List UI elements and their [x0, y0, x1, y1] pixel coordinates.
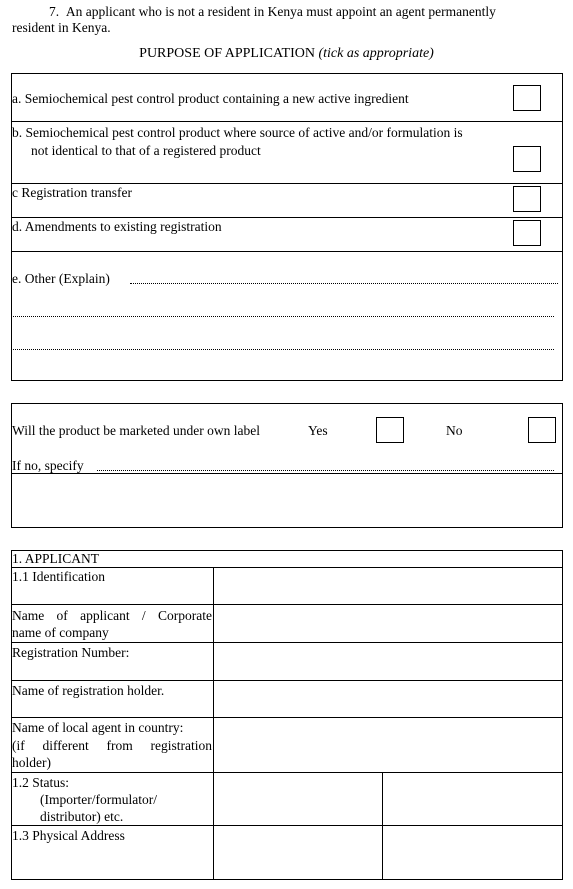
- physical-address-field-2[interactable]: [383, 826, 562, 879]
- local-agent-label-line2: (if different from registration: [12, 738, 212, 753]
- purpose-heading-title: PURPOSE OF APPLICATION: [139, 46, 315, 61]
- registration-number-field[interactable]: [214, 643, 562, 680]
- note-number: 7.: [49, 4, 60, 19]
- purpose-row-divider: [11, 217, 563, 218]
- other-explain-line-3[interactable]: [13, 349, 554, 350]
- option-b-checkbox[interactable]: [513, 146, 541, 172]
- status-label-line1: 1.2 Status:: [12, 775, 70, 790]
- option-e-label: e. Other (Explain): [12, 271, 110, 286]
- purpose-heading-hint: (tick as appropriate): [318, 46, 434, 61]
- local-agent-field[interactable]: [214, 718, 562, 772]
- status-field-2[interactable]: [383, 773, 562, 825]
- option-d-checkbox[interactable]: [513, 220, 541, 246]
- option-d-label: d. Amendments to existing registration: [12, 219, 222, 234]
- local-agent-label-line3: holder): [12, 755, 51, 770]
- other-explain-line-2[interactable]: [13, 316, 554, 317]
- physical-address-field-1[interactable]: [214, 826, 382, 879]
- status-label-line3: distributor) etc.: [40, 809, 124, 824]
- applicant-name-label-line2: name of company: [12, 625, 109, 640]
- option-a-label: a. Semiochemical pest control product containing a new active ingredient: [12, 91, 409, 106]
- option-c-label: c Registration transfer: [12, 185, 132, 200]
- applicant-name-label-line1: Name of applicant / Corporate: [12, 608, 212, 623]
- purpose-heading: [0, 46, 573, 62]
- own-label-box: [11, 403, 563, 528]
- identification-label: 1.1 Identification: [12, 569, 105, 584]
- note-line-2: resident in Kenya.: [12, 20, 111, 35]
- own-label-no: No: [446, 423, 463, 438]
- note-line-1: An applicant who is not a resident in Kenya must appoint an agent permanently: [65, 4, 496, 19]
- option-c-checkbox[interactable]: [513, 186, 541, 212]
- own-label-yes: Yes: [308, 423, 328, 438]
- other-explain-line-1[interactable]: [130, 283, 558, 284]
- local-agent-label-line1: Name of local agent in country:: [12, 720, 184, 735]
- purpose-row-divider: [11, 251, 563, 252]
- own-label-divider: [11, 473, 563, 474]
- registration-number-label: Registration Number:: [12, 645, 130, 660]
- if-no-specify-label: If no, specify: [12, 458, 84, 473]
- purpose-row-divider: [11, 183, 563, 184]
- purpose-row-divider: [11, 121, 563, 122]
- note-7: [13, 4, 563, 36]
- identification-field[interactable]: [214, 568, 562, 604]
- physical-address-label: 1.3 Physical Address: [12, 828, 125, 843]
- own-label-yes-checkbox[interactable]: [376, 417, 404, 443]
- status-label-line2: (Importer/formulator/: [40, 792, 157, 807]
- option-a-checkbox[interactable]: [513, 85, 541, 111]
- own-label-no-checkbox[interactable]: [528, 417, 556, 443]
- applicant-name-field[interactable]: [214, 605, 562, 642]
- registration-holder-field[interactable]: [214, 681, 562, 717]
- own-label-question: Will the product be marketed under own label: [12, 423, 260, 438]
- if-no-specify-line[interactable]: [97, 470, 554, 471]
- option-b-label-line2: not identical to that of a registered product: [31, 143, 261, 158]
- applicant-section-title: 1. APPLICANT: [12, 551, 100, 566]
- status-field-1[interactable]: [214, 773, 382, 825]
- registration-holder-label: Name of registration holder.: [12, 683, 165, 698]
- option-b-label-line1: b. Semiochemical pest control product where source of active and/or formulation is: [12, 125, 463, 140]
